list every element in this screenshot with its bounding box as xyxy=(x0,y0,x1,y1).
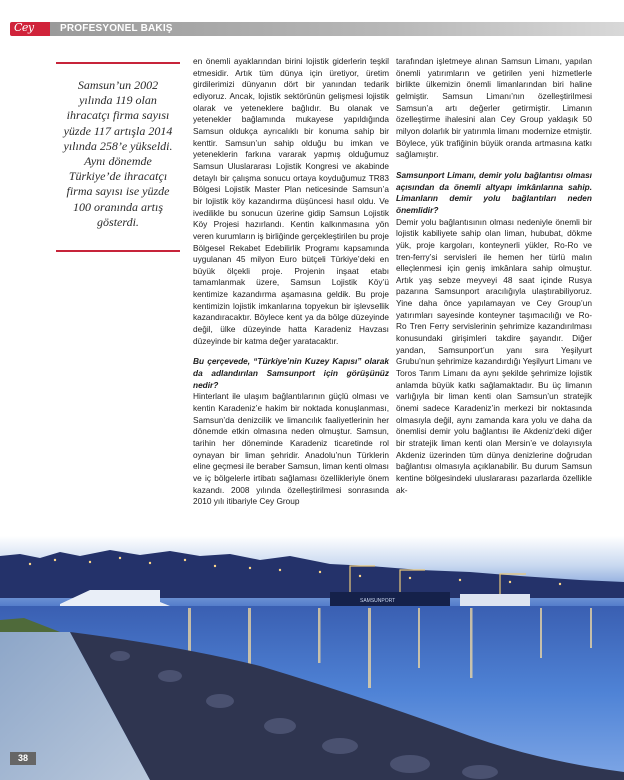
harbor-photo xyxy=(0,536,624,780)
cargo-ship-2 xyxy=(460,594,530,606)
pull-quote xyxy=(56,62,180,252)
paragraph: Hinterlant ile ulaşım bağlantılarının güçlü olması ve kentin Karadeniz’e hakim bir noktada konuşlanması, Samsun’da denizcilik ve limancılık faaliyetlerinin her dönemde etkin olmasına neden olmuştur. Samsun, tarihin her döneminde Karadeniz ticaretinde rol oynayan bir liman şehridir. Anadolu’nun Türklerin eline geçmesi ile beraber Samsun, liman kenti olması ve iç bölgelerle irtibatı sağlaması özellikleriyle önem kazandı. 2008 yılında özelleştirilmesi sonrasında 2010 yılı itibariyle Cey Group xyxy=(193,391,389,507)
paragraph: en önemli ayaklarından birini lojistik giderlerin teşkil etmesidir. Artık tüm dünya için üretiyor, üretim girdilerimizi dünyanın dört bir yanından tedarik ediyoruz. Ancak, lojistik sektörünün gelişmesi lojistik olarak ve yeteneklere bağlıdır. Bu olanak ve yetenekler bağlamında mukayese yapıldığında Samsun oldukça ayrıcalıklı bir konuma sahip bir kenttir. Samsun’un sahip olduğu bu imkan ve yeteneklerin farkına vararak yapmış olduğumuz Samsun Uluslararası Lojistik Kongresi ve akabinde detaylı bir çalışma sonucu ortaya koyduğumuz TR83 Bölgesi Lojistik Master Plan neticesinde Samsun’a bir lojistik köy kazandırma düşüncesi hasıl oldu. Ve ivedilikle bu sonucun üzerine gidip Samsun Lojistik Köy Projesi hazırlandı. Kentin kalkınmasına yön veren kurumların iş birliğinde gerçekleştirilen bu proje Bölgesel Rekabet Edebilirlik Programı kapsamında uygulanan 45 milyon Euro bütçeli Türkiye’deki en büyük ölçekli proje. Projenin inşaat etabı tamamlanmak üzere, Samsun Lojistik Köy’ü kentimize kazandırma aşamasına geldik. Bu proje kentimizin lojistik imkanlarına topyekun bir işlevsellik kazandıracaktır. Böylece kent ya da bölge düzeyinde değil, ülke düzeyinde hatta Karadeniz Havzası düzeyinde bir katma değer yaratacaktır. xyxy=(193,56,389,346)
section-title: PROFESYONEL BAKIŞ xyxy=(60,23,173,34)
company-logo: Cey xyxy=(14,21,34,34)
paragraph: tarafından işletmeye alınan Samsun Limanı, yapılan önemli yatırımların ve getirilen yeni hizmetlerle birlikte ülkemizin önemli limanlarından biri haline gelmiştir. Samsun Limanı’nın özelleştirilmesi Samsun’a artı değerler getirmiştir. Limanın özelleştirme ihalesini alan Cey Group yaklaşık 50 milyon dolarlık bir yatırımla limanı modernize etmiştir. Böylece, yük trafiğinin büyük oranda artmasına katkı sağlamıştır. xyxy=(396,56,592,160)
paragraph: Demir yolu bağlantısının olması nedeniyle önemli bir lojistik kabiliyete sahip olan liman, hububat, dökme yük, proje kargoları, konteynerli yükler, Ro-Ro ve tren-ferry’si servisleri ile hemen her türlü malın elleçlenmesi için geniş imkânlara sahip olmuştur. Artık yaş sebze meyveyi 48 saat içinde Rusya pazarına Samsunport aracılığıyla ulaştırabiliyoruz. Yine daha önce yapılamayan ve Cey Group’un yatırımları sayesinde konteyner taşımacılığı ve Ro-Ro Tren Ferry servislerinin şehrimize kazandırılması konusundaki girişimleri takdire şayandır. Diğer yandan, Samsunport’un yanı sıra Yeşilyurt Grubu’nun şehrimize kazandırdığı Yeşilyurt Limanı ve Toros Tarım Limanı da aynı şekilde şehrimize lojistik anlamda büyük katkı sağlamaktadır. Bu üç limanın varlığıyla bir liman kenti olan Samsun’un stratejik önemi sadece Karadeniz’in merkezi bir noktasında olmasıyla değil, aynı zamanda kara yolu ve daha da önemlisi demir yolu bağlantısı ile Akdeniz’deki diğer bir stratejik liman kenti olan Mersin’e ve dolayısıyla Akdeniz üzerinden tüm dünya denizlerine doğrudan bağlantısı olmasıyla açıklanabilir. Bu durum Samsun kentine bölgesindeki uluslararası pazarlarda özellikle ak- xyxy=(396,216,593,495)
interview-question: Samsunport Limanı, demir yolu bağlantısı olması açısından da önemli altyapı imkânlarına sahip. Limanların demir yolu bağlantıları neden önemlidir? xyxy=(396,169,592,215)
page-header xyxy=(0,0,624,36)
pull-quote-text: Samsun’un 2002 yılında 119 olan ihracatçı firma sayısı yüzde 117 artışla 2014 yılında 258’e yükseldi. Aynı dönemde Türkiye’de ihracatçı firma sayısı ise yüzde 100 oranında artış gösterdi. xyxy=(63,78,173,229)
text-column-1 xyxy=(193,56,389,508)
text-column-2 xyxy=(396,56,592,496)
ship-name: SAMSUNPORT xyxy=(360,598,396,604)
interview-question: Bu çerçevede, “Türkiye’nin Kuzey Kapısı” olarak da adlandırılan Samsunport için görüşünüz nedir? xyxy=(193,356,389,390)
page-number: 38 xyxy=(10,752,36,765)
